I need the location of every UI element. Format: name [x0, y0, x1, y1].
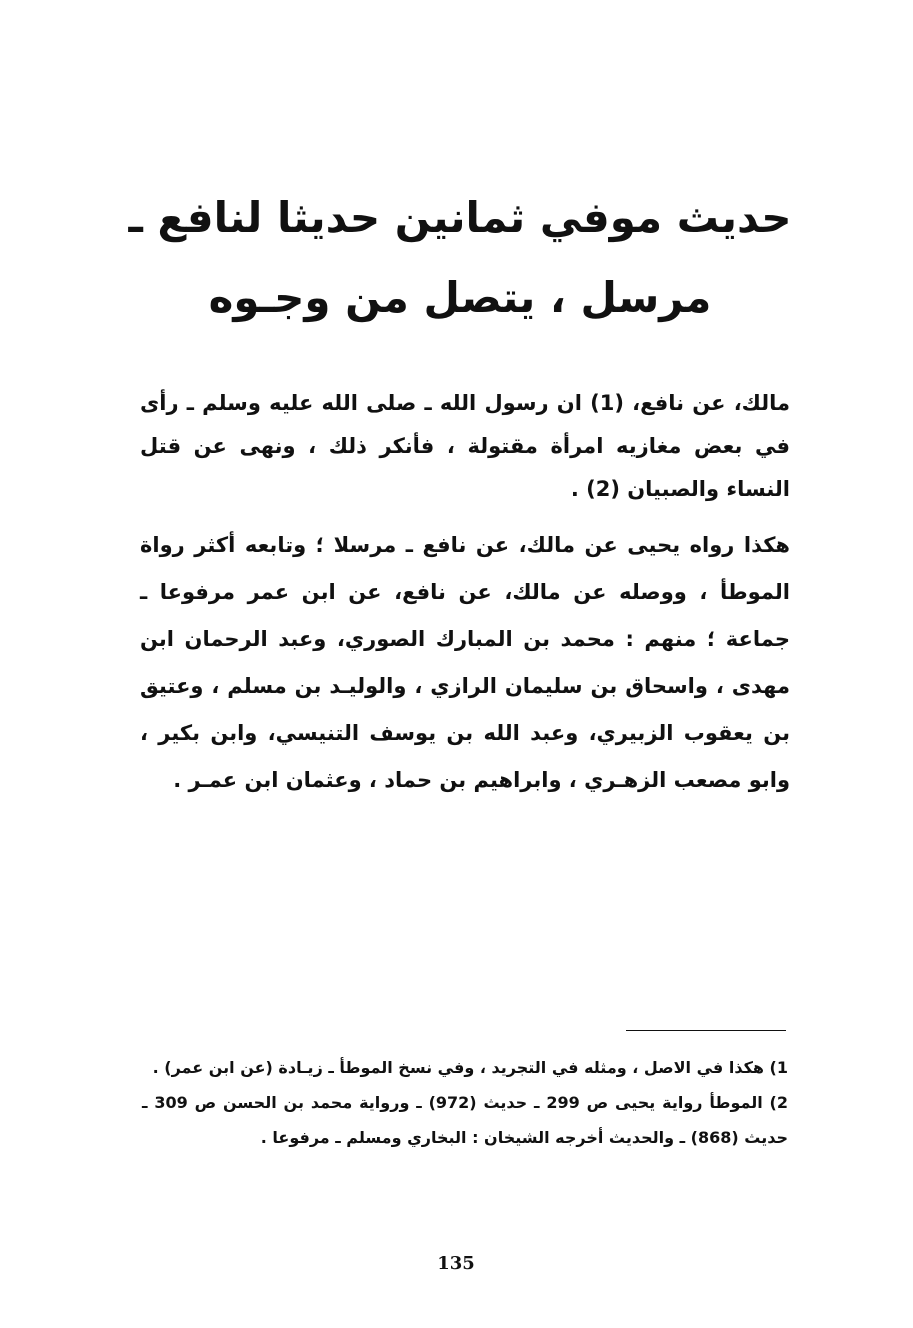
page-number: 135 — [437, 1253, 475, 1274]
footnote-1: 1) هكذا في الاصل ، ومثله في التجريد ، وفي نسخ الموطأ ـ زيـادة (عن ابن عمر) . — [152, 1058, 788, 1077]
footnote-2: 2) الموطأ رواية يحيى ص 299 ـ حديث (972) ـ ورواية محمد بن الحسن ص 309 ـ حديث (868) ـ والحديث أخرجه الشيخان : البخاري ومسلم ـ مرفوعا . — [142, 1093, 789, 1147]
commentary-paragraph: هكذا رواه يحيى عن مالك، عن نافع ـ مرسلا ؛ وتابعه أكثر رواة الموطأ ، ووصله عن مالك، عن نافع، عن ابن عمر مرفوعا ـ جماعة ؛ منهم : محمد بن المبارك الصوري، وعبد الرحمان ابن مهدى ، واسحاق بن سليمان الرازي ، والوليـد بن مسلم ، وعتيق بن يعقوب الزبيري، وعبد الله بن يوسف التنيسي، وابن بكير ، وابو مصعب الزهـري ، وابراهيم بن حماد ، وعثمان ابن عمـر . — [140, 533, 790, 792]
hadith-text: مالك، عن نافع، (1) ان رسول الله ـ صلى الله عليه وسلم ـ رأى في بعض مغازيه امرأة مقتولة ، فأنكر ذلك ، ونهى عن قتل النساء والصبيان (2) . — [140, 391, 791, 501]
footnote-separator — [626, 1030, 786, 1031]
footnotes — [142, 1050, 788, 1155]
title-line-2: مرسل ، يتصل من وجـوه — [208, 273, 712, 322]
chapter-title — [120, 178, 800, 338]
title-line-1: حديث موفي ثمانين حديثا لنافع ـ — [128, 193, 792, 242]
